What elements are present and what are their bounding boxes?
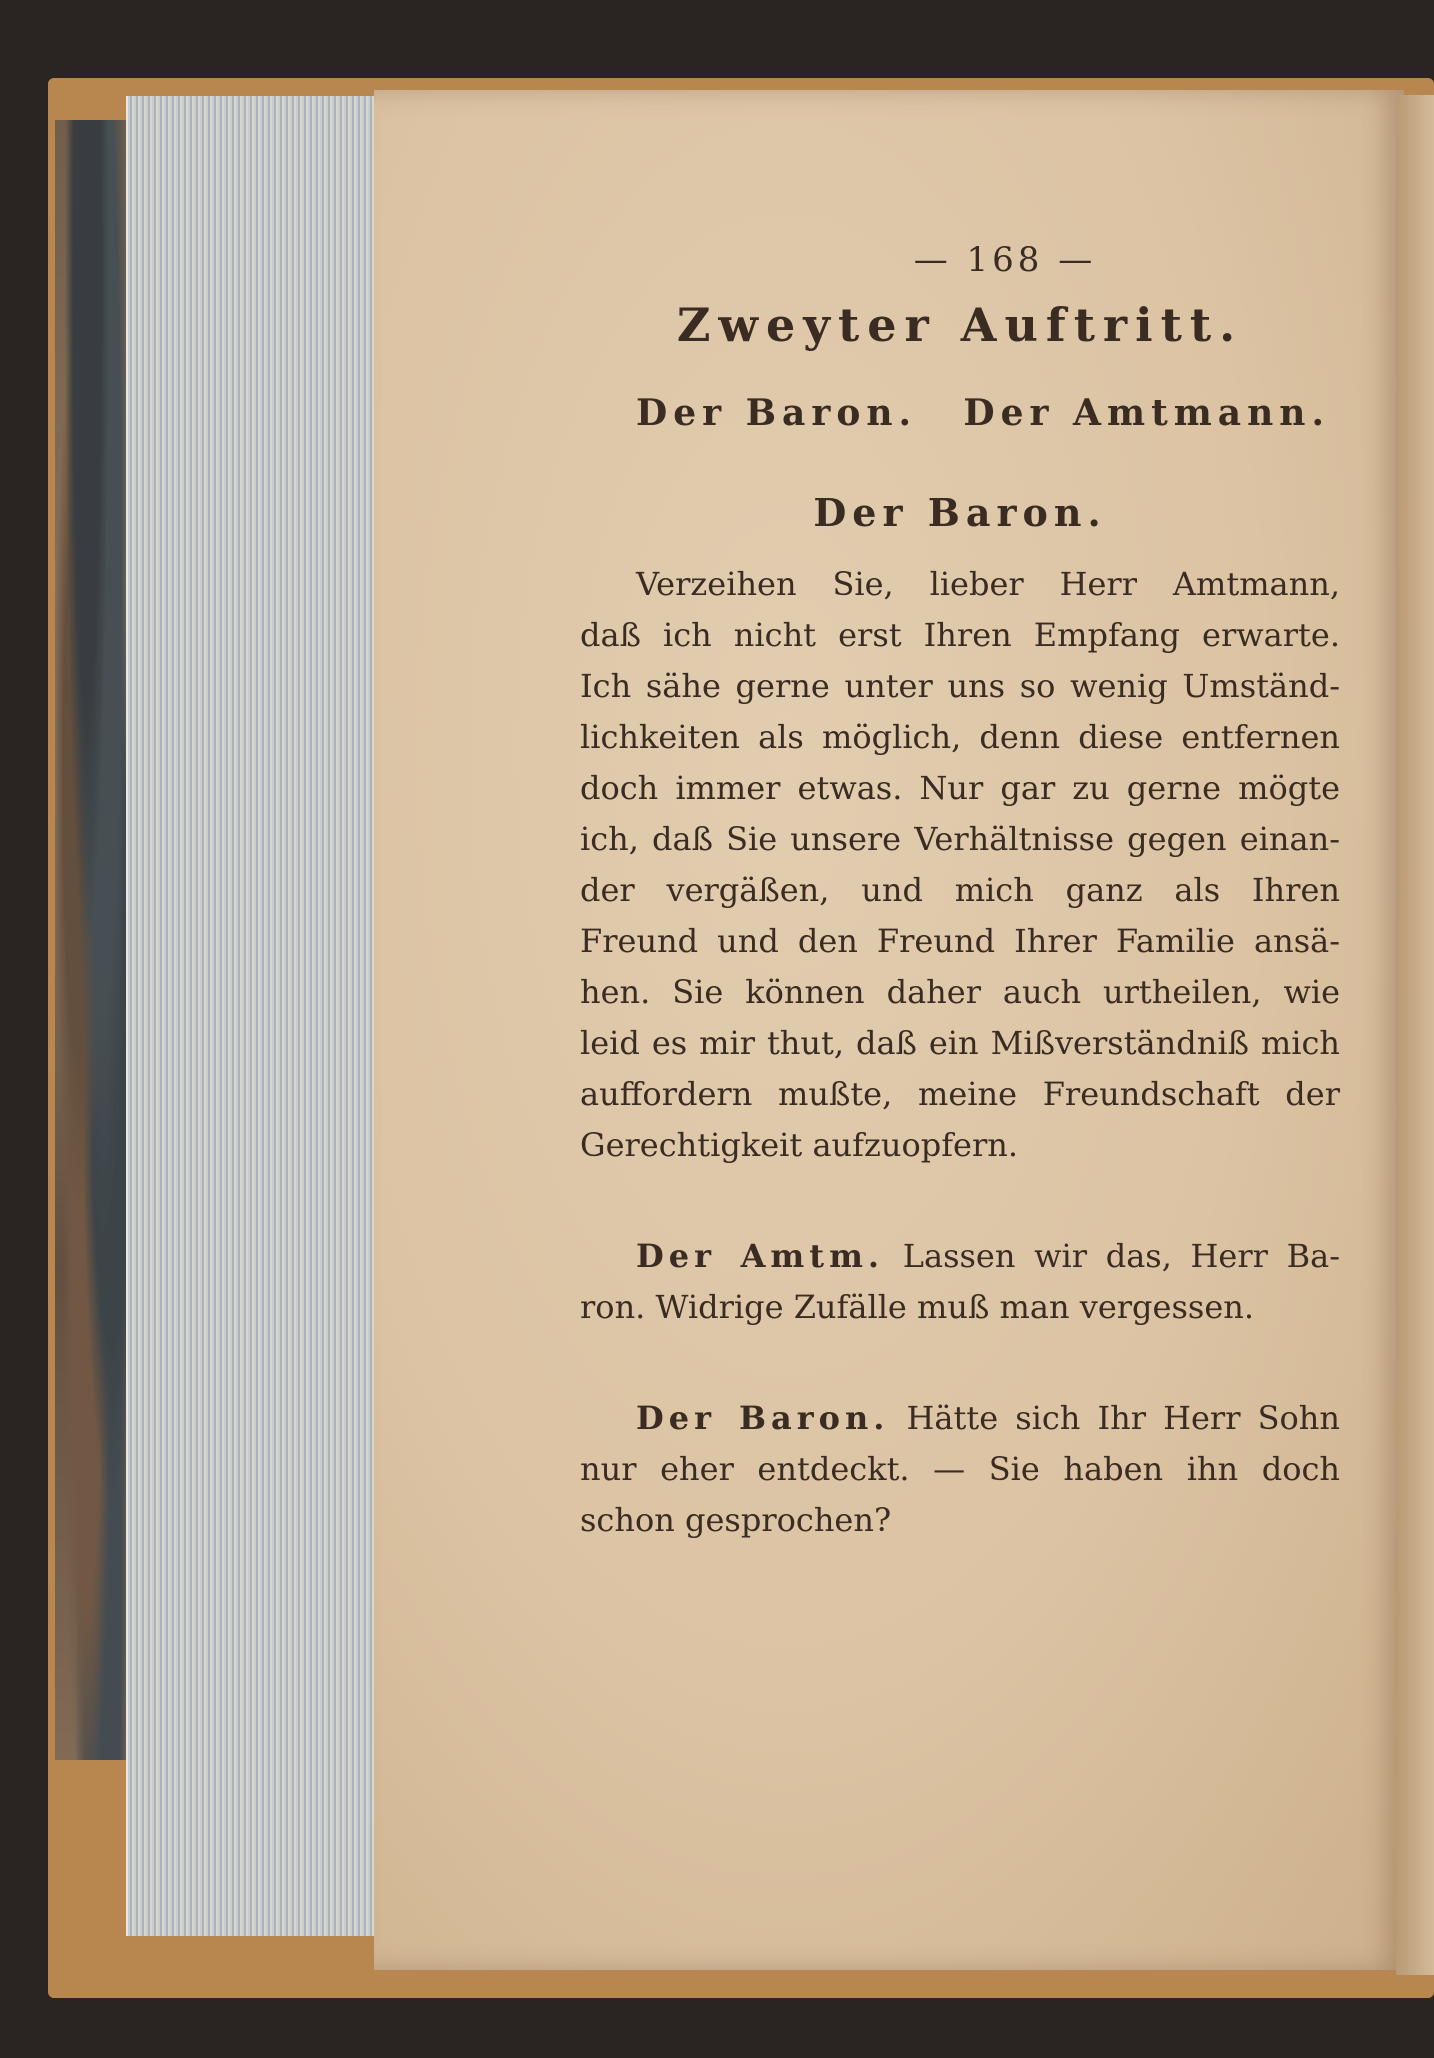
text-line: doch immer etwas. Nur gar zu gerne mögte	[580, 769, 1340, 807]
text-line: lichkeiten als möglich, denn diese entfernen	[580, 718, 1340, 756]
text-line: Freund und den Freund Ihrer Familie ansä-	[580, 922, 1340, 960]
scene-title: Zweyter Auftritt.	[676, 298, 1244, 352]
cast-baron: Der Baron.	[636, 392, 918, 434]
text-line: ich, daß Sie unsere Verhältnisse gegen einan-	[580, 820, 1340, 858]
text-line: nur eher entdeckt. — Sie haben ihn doch	[580, 1450, 1340, 1488]
speech-text: Lassen wir das, Herr Ba-	[902, 1237, 1341, 1275]
text-line: der vergäßen, und mich ganz als Ihren	[580, 871, 1340, 909]
speaker-label: Der Amtm.	[636, 1237, 885, 1275]
text-line	[580, 1393, 1340, 1444]
text-line: daß ich nicht erst Ihren Empfang erwarte.	[580, 616, 1340, 654]
text-line: Ich sähe gerne unter uns so wenig Umständ-	[580, 667, 1340, 705]
text-line: ron. Widrige Zufälle muß man vergessen.	[580, 1288, 1255, 1326]
text-line: Gerechtigkeit aufzuopfern.	[580, 1126, 1019, 1164]
speech-baron-2	[580, 1393, 1340, 1546]
speaker-label: Der Baron.	[636, 1399, 890, 1437]
facing-page-edge	[1396, 95, 1434, 1975]
text-line: Verzeihen Sie, lieber Herr Amtmann,	[636, 565, 1340, 603]
speaker-heading: Der Baron.	[813, 490, 1107, 535]
speech-text: Hätte sich Ihr Herr Sohn	[906, 1399, 1341, 1437]
text-line	[580, 1231, 1340, 1282]
text-line: hen. Sie können daher auch urtheilen, wie	[580, 973, 1340, 1011]
page-stack	[126, 96, 380, 1936]
marbled-cover-edge	[55, 120, 135, 1760]
text-line: auffordern mußte, meine Freundschaft der	[580, 1075, 1340, 1113]
cast-list	[636, 392, 1330, 434]
page-text	[580, 240, 1340, 1546]
speech-baron-1	[580, 559, 1340, 1171]
text-line: schon gesprochen?	[580, 1501, 892, 1539]
text-line: leid es mir thut, daß ein Mißverständniß mich	[580, 1024, 1340, 1062]
cast-amtmann: Der Amtmann.	[963, 392, 1330, 434]
speech-amtmann	[580, 1231, 1340, 1333]
page-number: — 168 —	[913, 240, 1097, 280]
